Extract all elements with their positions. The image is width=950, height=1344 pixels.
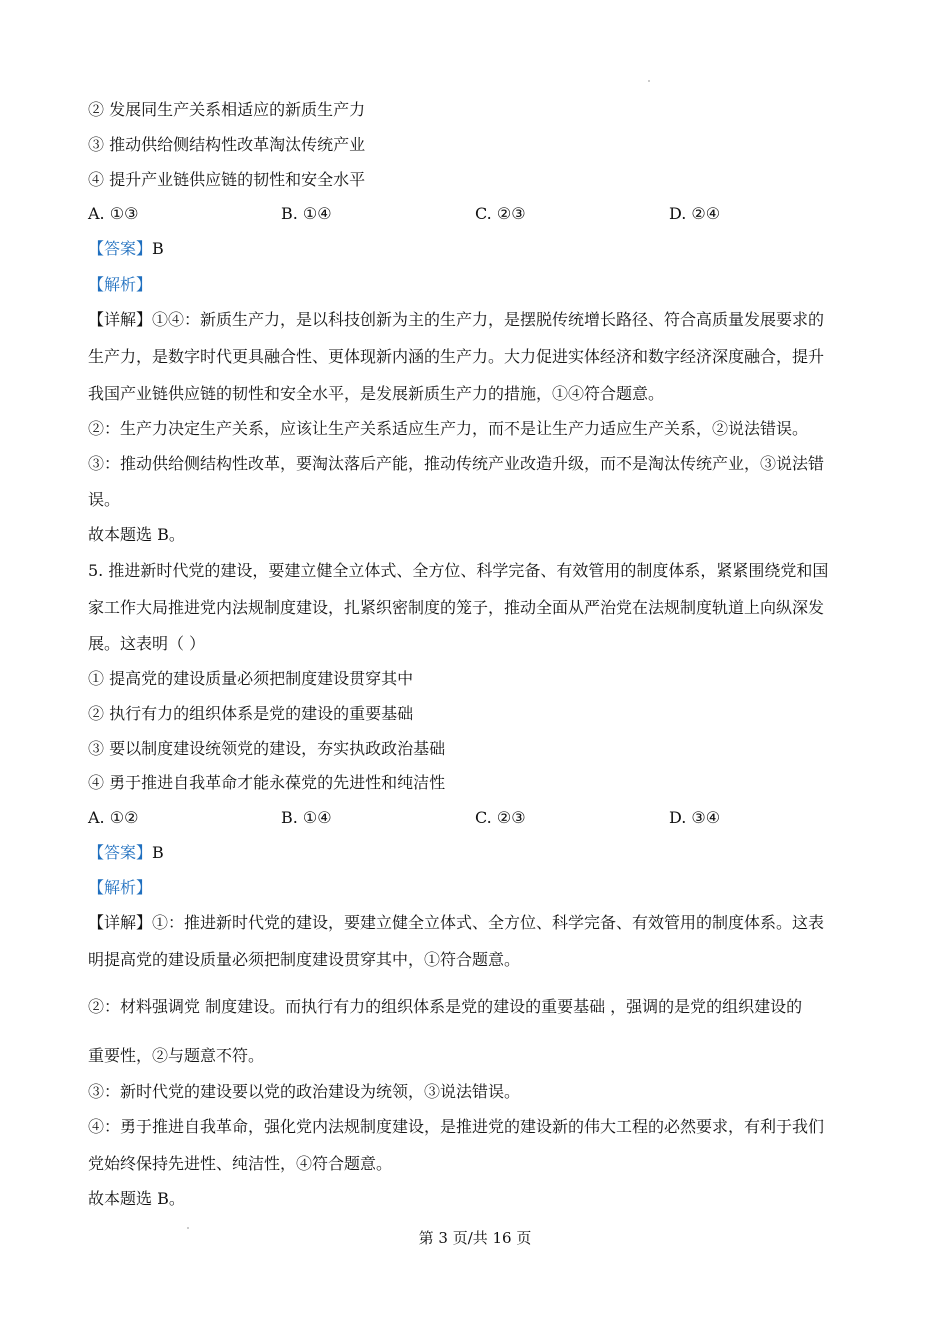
q5-stem-line-2: 家工作大局推进党内法规制度建设，扎紧织密制度的笼子，推动全面从严治党在法规制度轨道上向纵深发 (88, 598, 825, 617)
q4-detail-line-3: 我国产业链供应链的韧性和安全水平，是发展新质生产力的措施，①④符合题意。 (88, 384, 665, 403)
page-footer: 第 3 页/共 16 页 (418, 1229, 532, 1247)
q5-option-2: ② 执行有力的组织体系是党的建设的重要基础 (88, 704, 414, 723)
q5-detail-line-4: 重要性，②与题意不符。 (88, 1046, 265, 1065)
q5-choice-c: C. ②③ (475, 808, 526, 827)
q4-detail-line-5: ③：推动供给侧结构性改革，要淘汰落后产能，推动传统产业改造升级，而不是淘汰传统产业，③说法错 (88, 454, 825, 473)
q4-detail-line-1 (88, 310, 824, 330)
q5-stem-line-1: 5. 推进新时代党的建设，要建立健全立体式、全方位、科学完备、有效管用的制度体系，紧紧围绕党和国 (88, 561, 829, 580)
q4-detail-line-4: ②：生产力决定生产关系，应该让生产关系适应生产力，而不是让生产力适应生产关系，②说法错误。 (88, 419, 809, 438)
q5-detail-line-3: ②：材料强调党 制度建设。而执行有力的组织体系是党的建设的重要基础 ，强调的是党的组织建设的 (88, 997, 803, 1016)
q5-detail-tag: 【详解】 (88, 913, 153, 932)
q4-option-2: ② 发展同生产关系相适应的新质生产力 (88, 100, 366, 119)
q4-detail-line-6: 误。 (88, 490, 121, 509)
q4-choice-d: D. ②④ (669, 204, 721, 223)
q5-detail-line-7: 党始终保持先进性、纯洁性，④符合题意。 (88, 1154, 393, 1173)
q5-option-3: ③ 要以制度建设统领党的建设，夯实执政政治基础 (88, 739, 446, 758)
q4-conclusion: 故本题选 B。 (88, 525, 185, 544)
q4-option-3: ③ 推动供给侧结构性改革淘汰传统产业 (88, 135, 366, 154)
q5-choice-a: A. ①② (88, 808, 139, 827)
q5-analysis (88, 878, 152, 898)
q5-stem-line-3: 展。这表明（ ） (88, 634, 206, 653)
q5-detail-text: ①：推进新时代党的建设，要建立健全立体式、全方位、科学完备、有效管用的制度体系。这表 (152, 913, 825, 932)
q4-choice-a: A. ①③ (88, 204, 139, 223)
q4-answer-value: B (152, 239, 164, 258)
q5-answer-value: B (152, 843, 164, 862)
q4-option-4: ④ 提升产业链供应链的韧性和安全水平 (88, 170, 366, 189)
q5-answer (88, 843, 164, 863)
q4-answer-tag: 【答案】 (88, 239, 153, 258)
q5-conclusion: 故本题选 B。 (88, 1189, 185, 1208)
q5-detail-line-6: ④：勇于推进自我革命，强化党内法规制度建设，是推进党的建设新的伟大工程的必然要求，有利于我们 (88, 1117, 825, 1136)
q5-detail-line-2: 明提高党的建设质量必须把制度建设贯穿其中，①符合题意。 (88, 950, 521, 969)
q4-choice-b: B. ①④ (281, 204, 332, 223)
q5-analysis-tag: 【解析】 (88, 878, 153, 897)
q5-choice-b: B. ①④ (281, 808, 332, 827)
q5-option-1: ① 提高党的建设质量必须把制度建设贯穿其中 (88, 669, 414, 688)
q5-detail-line-1 (88, 913, 824, 933)
q4-answer (88, 239, 164, 259)
q5-answer-tag: 【答案】 (88, 843, 153, 862)
q5-option-4: ④ 勇于推进自我革命才能永葆党的先进性和纯洁性 (88, 773, 446, 792)
scan-speck (648, 80, 650, 82)
q4-analysis-tag: 【解析】 (88, 275, 153, 294)
q4-detail-tag: 【详解】 (88, 310, 153, 329)
q4-analysis (88, 275, 152, 295)
q4-detail-line-2: 生产力，是数字时代更具融合性、更体现新内涵的生产力。大力促进实体经济和数字经济深度融合，提升 (88, 347, 825, 366)
q5-choice-d: D. ③④ (669, 808, 721, 827)
q5-detail-line-5: ③：新时代党的建设要以党的政治建设为统领，③说法错误。 (88, 1082, 521, 1101)
q4-detail-text: ①④：新质生产力，是以科技创新为主的生产力，是摆脱传统增长路径、符合高质量发展要求的 (152, 310, 825, 329)
q4-choice-c: C. ②③ (475, 204, 526, 223)
